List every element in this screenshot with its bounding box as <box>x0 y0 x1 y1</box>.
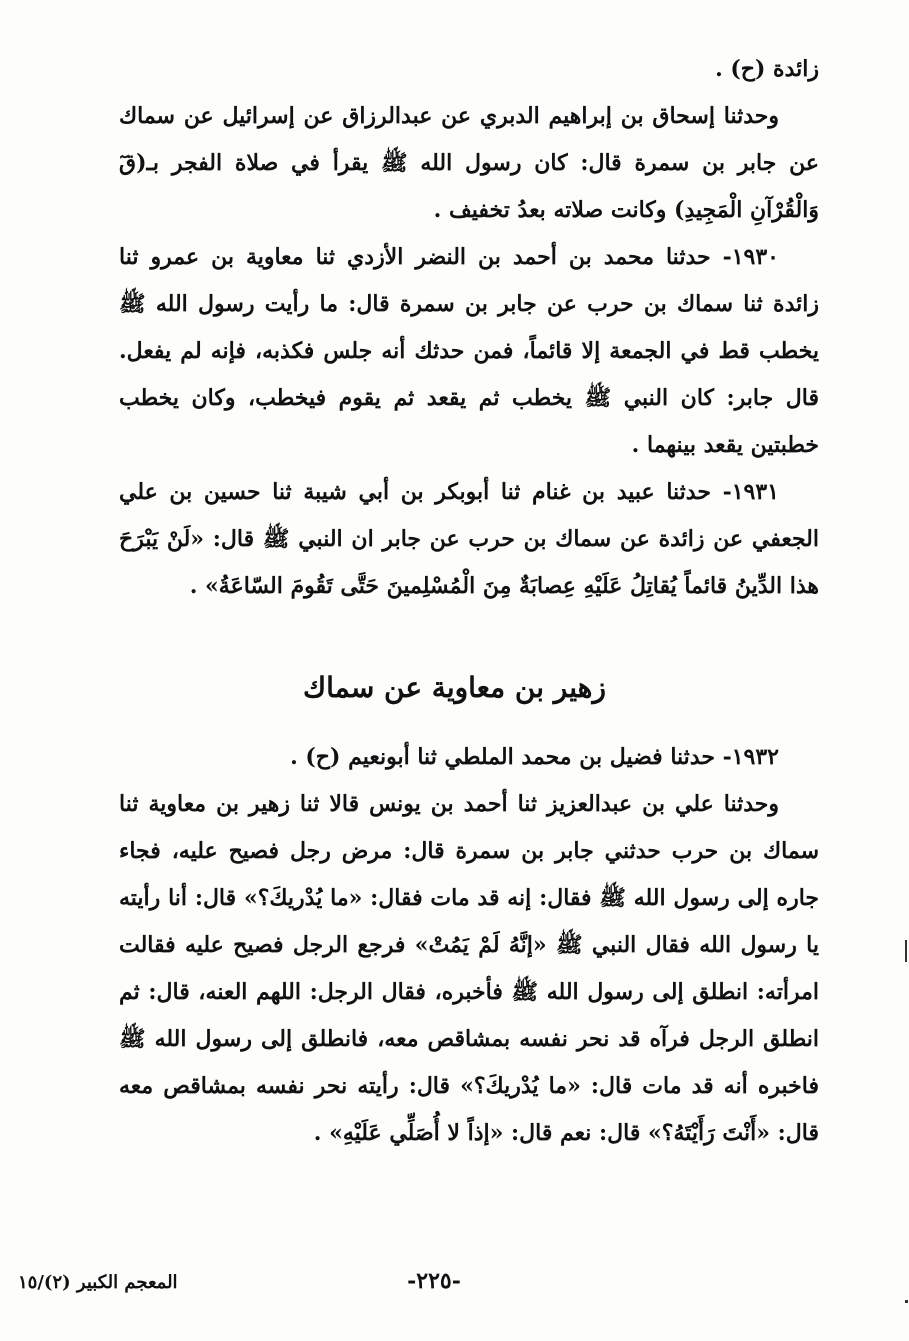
hadith-1930: ١٩٣٠- حدثنا محمد بن أحمد بن النضر الأزدي ثنا معاوية بن عمرو ثنا زائدة ثنا سماك بن حرب عن جابر بن سمرة قال: ما رأيت رسول الله ﷺ يخطب قط في الجمعة إلا قائماً، فمن حدثك أنه جلس فكذبه، فإنه لم يفعل. قال جابر: كان النبي ﷺ يخطب ثم يقعد ثم يقوم فيخطب، وكان يخطب خطبتين يقعد بينهما . <box>119 244 819 458</box>
hadith-1932: ١٩٣٢- حدثنا فضيل بن محمد الملطي ثنا أبونعيم (ح) . <box>290 744 779 770</box>
hadith-1931: ١٩٣١- حدثنا عبيد بن غنام ثنا أبوبكر بن أبي شيبة ثنا حسين بن علي الجعفي عن زائدة عن سماك بن حرب عن جابر ان النبي ﷺ قال: «لَنْ يَبْرَحَ هذا الدِّينُ قائماً يُقاتِلُ عَلَيْهِ عِصابَةٌ مِنَ الْمُسْلِمينَ حَتَّى تَقُومَ السّاعَةُ» . <box>119 479 819 599</box>
lower-text-block <box>119 734 819 1157</box>
upper-text-block <box>119 46 819 610</box>
page-number: -٢٢٥- <box>407 1268 461 1294</box>
scan-edge-mark <box>905 940 907 962</box>
page-footer <box>0 1268 909 1298</box>
paragraph-isnad-ali: وحدثنا علي بن عبدالعزيز ثنا أحمد بن يونس قالا ثنا زهير بن معاوية ثنا سماك بن حرب حدثني جابر بن سمرة قال: مرض رجل فصيح عليه، فجاء جاره إلى رسول الله ﷺ فقال: إنه قد مات فقال: «ما يُدْريكَ؟» قال: أنا رأيته يا رسول الله فقال النبي ﷺ «إنَّهُ لَمْ يَمُتْ» فرجع الرجل فصيح عليه فقالت امرأته: انطلق إلى رسول الله ﷺ فأخبره، فقال الرجل: اللهم العنه، قال: ثم انطلق الرجل فرآه قد نحر نفسه بمشاقص معه، فانطلق إلى رسول الله ﷺ فاخبره أنه قد مات قال: «ما يُدْريكَ؟» قال: رأيته نحر نفسه بمشاقص معه قال: «أَنْتَ رَأَيْتَهُ؟» قال: نعم قال: «إذاً لا أُصَلِّي عَلَيْهِ» . <box>119 791 819 1146</box>
book-title-footer: المعجم الكبير (٢)/١٥ <box>18 1272 178 1293</box>
section-heading: زهير بن معاوية عن سماك <box>303 671 606 704</box>
paragraph-isnad-ishaq: وحدثنا إسحاق بن إبراهيم الدبري عن عبدالرزاق عن إسرائيل عن سماك عن جابر بن سمرة قال: كان رسول الله ﷺ يقرأ في صلاة الفجر بـ(قٓ وَالْقُرْآنِ الْمَجِيدِ) وكانت صلاته بعدُ تخفيف . <box>119 103 819 223</box>
paragraph-continuation: زائدة (ح) . <box>715 56 819 82</box>
scan-dust-mark <box>905 1300 908 1303</box>
